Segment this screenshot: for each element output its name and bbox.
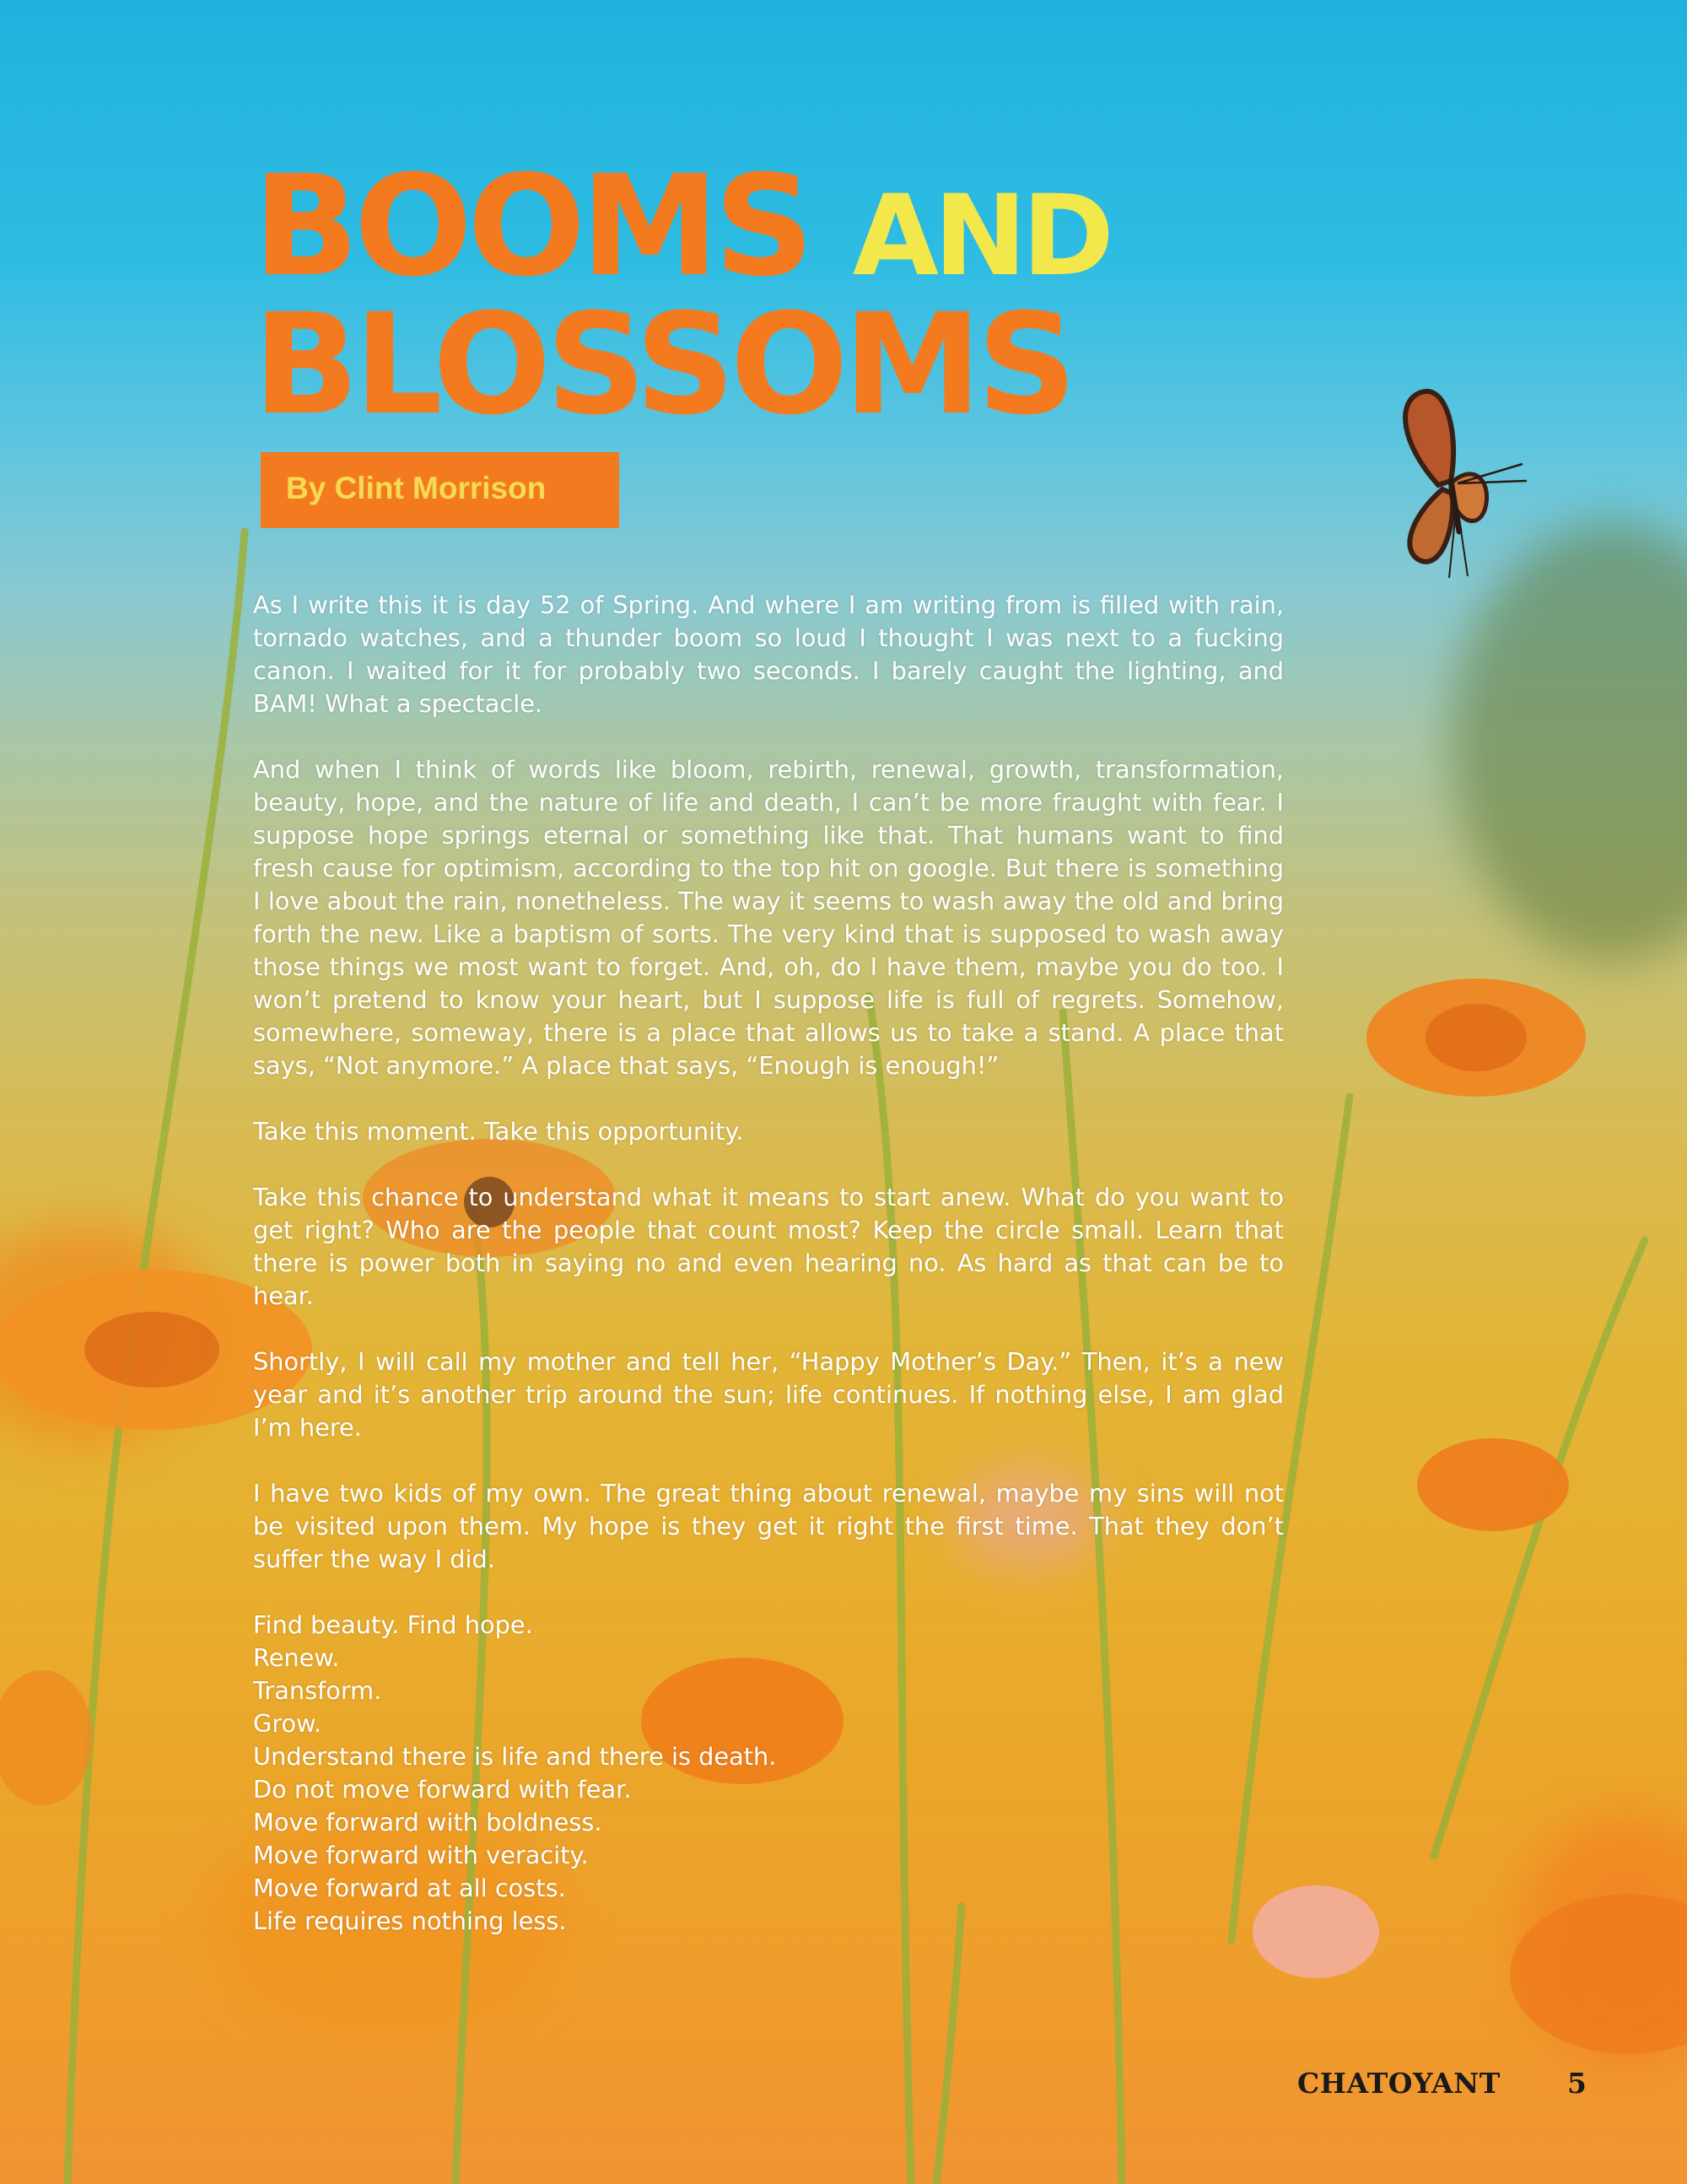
closing-line: Do not move forward with fear. — [253, 1775, 632, 1804]
paragraph-4: Take this chance to understand what it means to start anew. What do you want to get right? Who are the people that count most? Keep the circle small. Learn that there is power both in saying no and even hearing no. As hard as that can be to hear. — [253, 1183, 1284, 1310]
paragraph-1: As I write this it is day 52 of Spring. And where I am writing from is filled with rain, tornado watches, and a thunder boom so loud I thought I was next to a fucking canon. I waited for it for probably two seconds. I barely caught the lighting, and BAM! What a spectacle. — [253, 590, 1284, 718]
title-word-blossoms: BLOSSOMS — [253, 283, 1072, 445]
paragraph-3: Take this moment. Take this opportunity. — [253, 1117, 744, 1146]
article-body — [253, 589, 1284, 1938]
closing-line: Transform. — [253, 1676, 382, 1705]
paragraph-2: And when I think of words like bloom, rebirth, renewal, growth, transformation, beauty, hope, and the nature of life and death, I can’t be more fraught with fear. I suppose hope springs eternal or something like that. That humans want to find fresh cause for optimism, according to the top hit on google. But there is something I love about the rain, nonetheless. The way it seems to wash away the old and bring forth the new. Like a baptism of sorts. The very kind that is supposed to wash away those things we most want to forget. And, oh, do I have them, maybe you do too. I won’t pretend to know your heart, but I suppose life is full of regrets. Somehow, somewhere, someway, there is a place that allows us to take a stand. A place that says, “Not anymore.” A place that says, “Enough is enough!” — [253, 755, 1284, 1080]
publication-name: CHATOYANT — [1297, 2067, 1501, 2100]
closing-verse — [253, 1609, 1284, 1938]
butterfly-icon — [1350, 384, 1552, 586]
paragraph-6: I have two kids of my own. The great thing about renewal, maybe my sins will not be visited upon them. My hope is they get it right the first time. That they don’t suffer the way I did. — [253, 1479, 1284, 1573]
title-word-booms: BOOMS — [253, 145, 810, 307]
closing-line: Find beauty. Find hope. — [253, 1610, 533, 1639]
paragraph-5: Shortly, I will call my mother and tell her, “Happy Mother’s Day.” Then, it’s a new year and it’s another trip around the sun; life continues. If nothing else, I am glad I’m here. — [253, 1347, 1284, 1442]
closing-line: Understand there is life and there is death. — [253, 1742, 777, 1771]
article-title-line-1 — [253, 145, 1109, 307]
byline-box — [261, 452, 619, 528]
closing-line: Move forward with boldness. — [253, 1808, 602, 1836]
closing-line: Renew. — [253, 1643, 340, 1672]
byline: By Clint Morrison — [286, 471, 547, 505]
closing-line: Grow. — [253, 1709, 322, 1738]
closing-line: Move forward at all costs. — [253, 1874, 566, 1902]
article-title-line-2 — [253, 283, 1072, 445]
closing-line: Move forward with veracity. — [253, 1841, 589, 1869]
title-word-and: AND — [852, 171, 1109, 301]
closing-line: Life requires nothing less. — [253, 1906, 567, 1935]
page-number: 5 — [1567, 2067, 1587, 2100]
